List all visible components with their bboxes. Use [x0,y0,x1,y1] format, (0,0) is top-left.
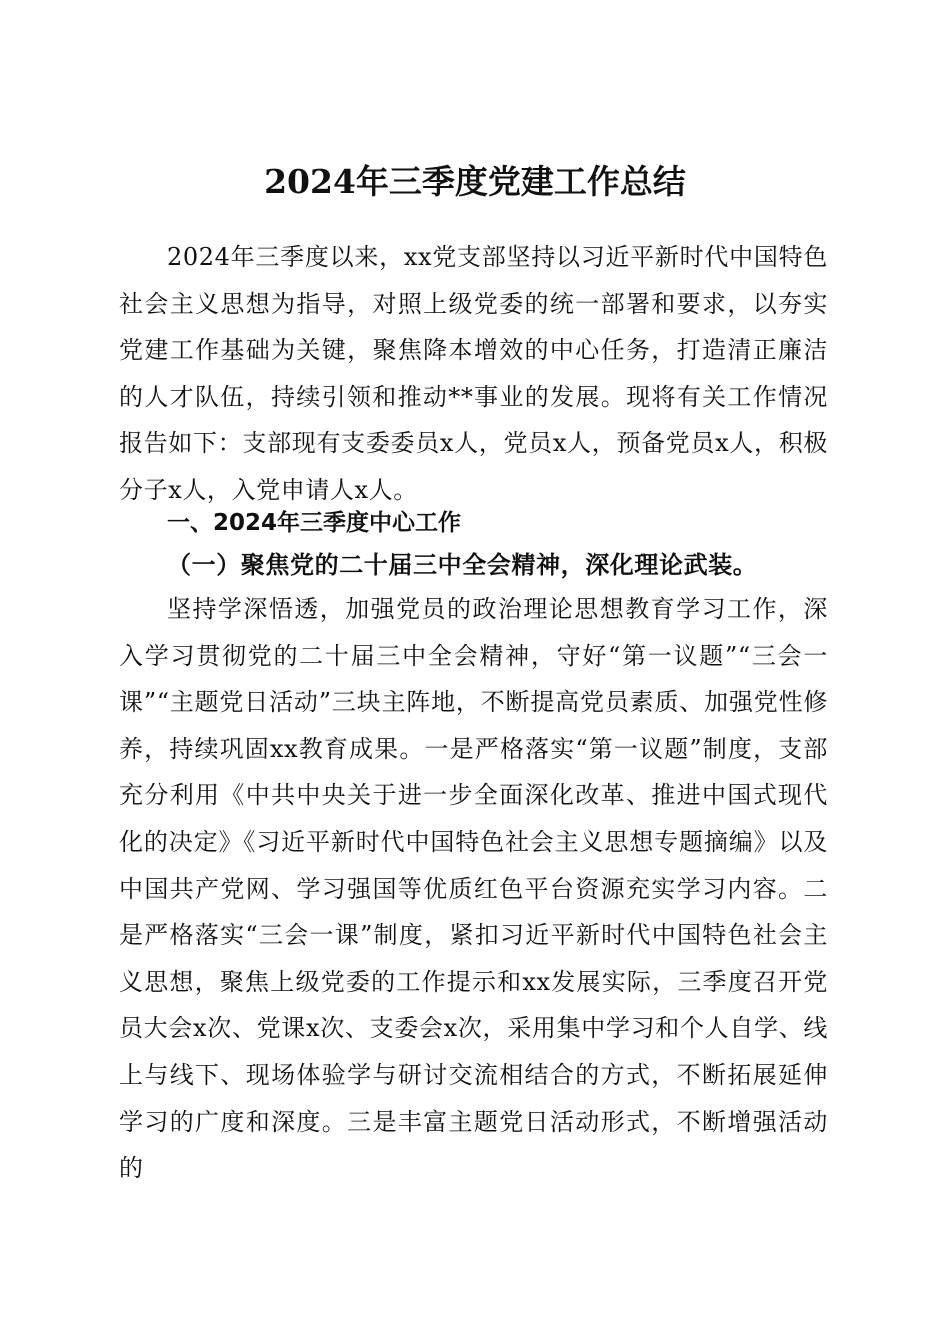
subsection-paragraph: 坚持学深悟透，加强党员的政治理论思想教育学习工作，深入学习贯彻党的二十届三中全会精神，守好“第一议题”“三会一课”“主题党日活动”三块主阵地，不断提高党员素质、加强党性修养，持续巩固xx教育成果。一是严格落实“第一议题”制度，支部充分利用《中共中央关于进一步全面深化改革、推进中国式现代化的决定》《习近平新时代中国特色社会主义思想专题摘编》以及中国共产党网、学习强国等优质红色平台资源充实学习内容。二是严格落实“三会一课”制度，紧扣习近平新时代中国特色社会主义思想，聚焦上级党委的工作提示和xx发展实际，三季度召开党员大会x次、党课x次、支委会x次，采用集中学习和个人自学、线上与线下、现场体验学与研讨交流相结合的方式，不断拓展延伸学习的广度和深度。三是丰富主题党日活动形式，不断增强活动的 [119,595,828,1183]
intro-paragraph: 2024年三季度以来，xx党支部坚持以习近平新时代中国特色社会主义思想为指导，对照上级党委的统一部署和要求，以夯实党建工作基础为关键，聚焦降本增效的中心任务，打造清正廉洁的人才队伍，持续引领和推动**事业的发展。现将有关工作情况报告如下：支部现有支委委员x人，党员x人，预备党员x人，积极分子x人，入党申请人x人。 [119,243,828,504]
document-title: 2024年三季度党建工作总结 [264,162,686,202]
section-heading: 一、2024年三季度中心工作 [167,510,462,536]
subsection-heading: （一）聚焦党的二十届三中全会精神，深化理论武装。 [167,550,758,579]
